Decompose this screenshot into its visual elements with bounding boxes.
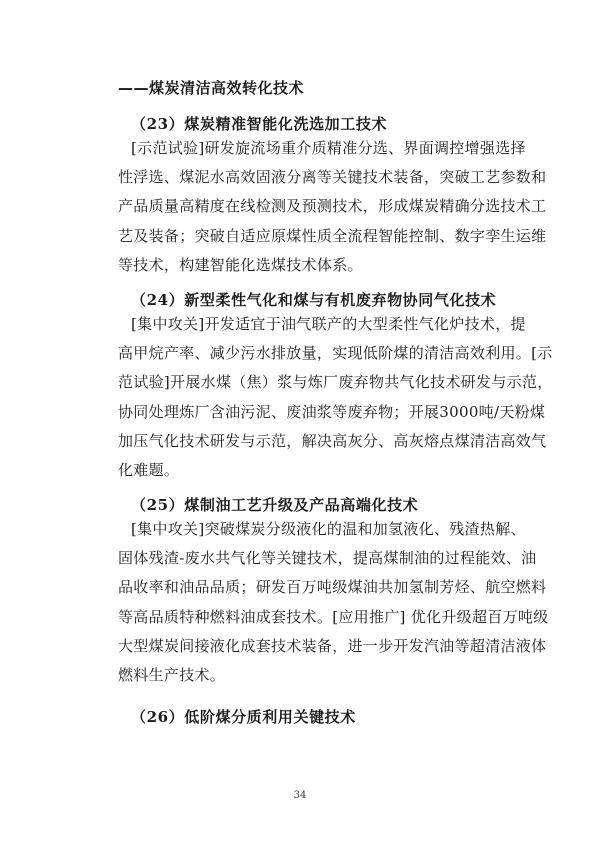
paragraph-line: 高甲烷产率、减少污水排放量，实现低阶煤的清洁高效利用。[示	[118, 344, 553, 363]
paragraph-line: 化难题。	[118, 461, 180, 480]
paragraph-line: 等技术，构建智能化选煤技术体系。	[118, 255, 363, 274]
paragraph-line: [示范试验]研发旋流场重介质精准分选、界面调控增强选择	[131, 139, 526, 157]
item-title-25: （25）煤制油工艺升级及产品高端化技术	[131, 496, 419, 514]
paragraph-line: 协同处理炼厂含油污泥、废油浆等废弃物；开展3000吨/天粉煤	[118, 402, 546, 421]
paragraph-line: 燃料生产技术。	[118, 666, 226, 685]
paragraph-line: 性浮选、煤泥水高效固液分离等关键技术装备，突破工艺参数和	[118, 168, 547, 187]
paragraph-line: 品收率和油品品质；研发百万吨级煤油共加氢制芳烃、航空燃料	[118, 578, 547, 597]
paragraph-24	[118, 310, 553, 485]
paragraph-line: 固体残渣-废水共气化等关键技术，提高煤制油的过程能效、油	[118, 549, 537, 568]
paragraph-25	[118, 515, 549, 690]
paragraph-line: 艺及装备；突破自适应原煤性质全流程智能控制、数字孪生运维	[118, 226, 547, 245]
paragraph-line: 加压气化技术研发与示范，解决高灰分、高灰熔点煤清洁高效气	[118, 431, 547, 450]
paragraph-line: [集中攻关]突破煤炭分级液化的温和加氢液化、残渣热解、	[131, 520, 526, 538]
paragraph-line: 大型煤炭间接液化成套技术装备，进一步开发汽油等超清洁液体	[118, 636, 547, 655]
item-title-23: （23）煤炭精准智能化洗选加工技术	[131, 115, 388, 133]
paragraph-line: 等高品质特种燃料油成套技术。[应用推广] 优化升级超百万吨级	[118, 607, 549, 626]
section-heading: ——煤炭清洁高效转化技术	[118, 79, 305, 97]
paragraph-line: [集中攻关]开发适宜于油气联产的大型柔性气化炉技术，提	[131, 315, 526, 333]
item-title-26: （26）低阶煤分质利用关键技术	[131, 708, 356, 726]
paragraph-line: 产品质量高精度在线检测及预测技术，形成煤炭精确分选技术工	[118, 197, 547, 216]
item-title-24: （24）新型柔性气化和煤与有机废弃物协同气化技术	[131, 291, 497, 309]
paragraph-line: 范试验]开展水煤（焦）浆与炼厂废弃物共气化技术研发与示范，	[118, 373, 553, 392]
page-number: 34	[293, 790, 307, 801]
paragraph-23	[118, 134, 547, 280]
